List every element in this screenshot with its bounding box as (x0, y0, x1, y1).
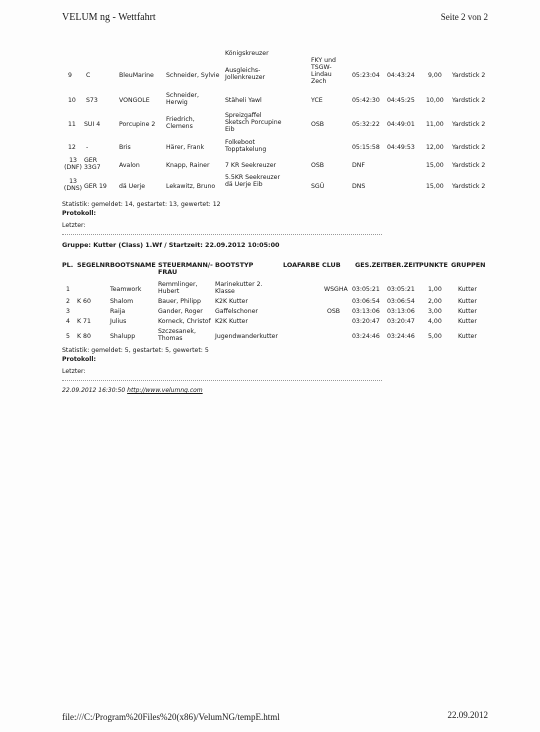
document-title: VELUM ng - Wettfahrt (62, 12, 156, 23)
cell-ber: 04:49:53 (387, 144, 415, 151)
cell-type: 5.5KR Seekreuzer dä Uerje Eib (225, 174, 281, 189)
cell-grp: Yardstick 2 (452, 183, 486, 190)
cell-ber: 04:45:25 (387, 97, 415, 104)
cell-pts: 12,00 (426, 144, 444, 151)
col-steuermann: STEUERMANN/-FRAU (158, 261, 213, 277)
cell-pl: 2 (66, 298, 70, 305)
cell-club: FKY und TSGW-Lindau Zech (311, 57, 336, 86)
cell-pl: 12 (68, 144, 76, 151)
timestamp-text: 22.09.2012 16:30:50 (62, 387, 126, 394)
print-timestamp (62, 388, 203, 395)
cell-ges: 05:23:04 (352, 72, 380, 79)
cell-grp: Kutter (458, 298, 477, 305)
cell-nr: S73 (86, 97, 98, 104)
cell-pl: 1 (66, 286, 70, 293)
cell-pl: 10 (68, 97, 76, 104)
cell-type: Marinekutter 2. Klasse (215, 281, 263, 296)
cell-grp: Yardstick 2 (452, 121, 486, 128)
col-pl: PL. (62, 261, 74, 269)
cell-ber: 03:13:06 (387, 308, 415, 315)
cell-name: dä Uerje (119, 183, 146, 190)
protokoll-label: Protokoll: (62, 210, 96, 217)
cell-type: Gaffelschoner (215, 308, 258, 315)
cell-helm: Lekawitz, Bruno (166, 183, 216, 190)
letzter-label: Letzter: (62, 222, 86, 229)
cell-pl: 9 (68, 72, 72, 79)
cell-type: Spreizgaffel Sketsch Porcupine Eib (225, 112, 282, 134)
cell-ges: 03:06:54 (352, 298, 380, 305)
cell-pl: 13 (DNS) (63, 178, 83, 193)
cell-club: OSB (311, 121, 325, 128)
cell-grp: Yardstick 2 (452, 144, 486, 151)
col-ber-zeit: BER.ZEIT (387, 261, 420, 269)
cell-type: Ausgleichs-Jollenkreuzer (225, 67, 266, 82)
cell-ges: 05:42:30 (352, 97, 380, 104)
cell-helm: Bauer, Philipp (158, 298, 201, 305)
cell-type: Stäheli Yawl (225, 97, 262, 104)
cell-type: Jugendwanderkutter (215, 333, 278, 340)
col-ges-zeit: GES.ZEIT (355, 261, 388, 269)
cell-name: Julius (110, 318, 127, 325)
letzter-label: Letzter: (62, 368, 86, 375)
cell-ber: 04:49:01 (387, 121, 415, 128)
cell-club: YCE (311, 97, 323, 104)
col-segelnr: SEGELNR (77, 261, 110, 269)
cell-type: K2K Kutter (215, 318, 248, 325)
cell-grp: Kutter (458, 308, 477, 315)
cell-pts: 9,00 (428, 72, 442, 79)
col-punkte: PUNKTE (419, 261, 448, 269)
cell-pts: 11,00 (426, 121, 444, 128)
cell-helm: Schneider, Sylvie (166, 72, 220, 79)
statistik-text: Statistik: gemeldet: 14, gestartet: 13, gewertet: 12 (62, 201, 221, 208)
cell-helm: Knapp, Rainer (166, 162, 210, 169)
cell-grp: Kutter (458, 286, 477, 293)
cell-nr: - (86, 144, 89, 151)
cell-helm: Remmlinger, Hubert (158, 281, 198, 296)
cell-pts: 3,00 (428, 308, 442, 315)
cell-name: BleuMarine (119, 72, 154, 79)
cell-club: OSB (327, 308, 341, 315)
cell-pts: 2,00 (428, 298, 442, 305)
cell-nr: GER 19 (84, 183, 107, 190)
cell-helm: Schneider, Herwig (166, 92, 199, 107)
protokoll-label: Protokoll: (62, 356, 96, 363)
cell-pts: 15,00 (426, 162, 444, 169)
cell-pts: 4,00 (428, 318, 442, 325)
cell-club: WSGHA (324, 286, 348, 293)
cell-ges: 03:05:21 (352, 286, 380, 293)
statistik-text: Statistik: gemeldet: 5, gestartet: 5, gewertet: 5 (62, 347, 209, 354)
cell-ges: 03:13:06 (352, 308, 380, 315)
col-bootsname: BOOTSNAME (110, 261, 156, 269)
cell-ber: 04:43:24 (387, 72, 415, 79)
page-number: Seite 2 von 2 (440, 12, 488, 22)
cell-pl: 5 (66, 333, 70, 340)
cell-helm: Härer, Frank (166, 144, 205, 151)
file-url: file:///C:/Program%20Files%20(x86)/VelumNG/tempE.html (62, 712, 280, 722)
cell-name: Teamwork (110, 286, 142, 293)
cell-helm: Szczesanek, Thomas (158, 328, 196, 343)
print-date: 22.09.2012 (447, 710, 488, 720)
cell-ges: 03:24:46 (352, 333, 380, 340)
cell-nr: K 71 (77, 318, 91, 325)
cell-pl: 13 (DNF) (64, 157, 82, 172)
col-gruppen: GRUPPEN (451, 261, 486, 269)
cell-helm: Friedrich, Clemens (166, 116, 195, 131)
velum-link[interactable]: http://www.velumng.com (127, 387, 203, 394)
cell-name: VONGOLE (119, 97, 150, 104)
cell-grp: Kutter (458, 333, 477, 340)
cell-nr: SUI 4 (84, 121, 101, 128)
cell-nr: GER 33G7 (84, 157, 101, 172)
col-bootstyp: BOOTSTYP (215, 261, 254, 269)
cell-name: Porcupine 2 (119, 121, 156, 128)
col-farbe: FARBE (297, 261, 320, 269)
cell-ber: 03:06:54 (387, 298, 415, 305)
cell-nr: K 60 (77, 298, 91, 305)
cell-grp: Yardstick 2 (452, 97, 486, 104)
cell-name: Bris (119, 144, 131, 151)
cell-pts: 5,00 (428, 333, 442, 340)
cell-club: SGÜ (311, 183, 325, 190)
cell-ges: DNS (352, 183, 366, 190)
cell-pl: 11 (68, 121, 76, 128)
cell-ber: 03:05:21 (387, 286, 415, 293)
cell-nr: K 80 (77, 333, 91, 340)
cell-name: Shalupp (110, 333, 136, 340)
separator (62, 234, 382, 235)
prev-boat-type: Königskreuzer (225, 50, 269, 57)
cell-pl: 3 (66, 308, 70, 315)
cell-type: Folkeboot Topptakelung (225, 139, 267, 154)
cell-pts: 1,00 (428, 286, 442, 293)
cell-nr: C (86, 72, 91, 79)
cell-helm: Korneck, Christof (158, 318, 211, 325)
cell-name: Raija (110, 308, 126, 315)
cell-grp: Yardstick 2 (452, 72, 486, 79)
cell-club: OSB (311, 162, 325, 169)
cell-pts: 10,00 (426, 97, 444, 104)
col-club: CLUB (322, 261, 341, 269)
cell-ber: 03:24:46 (387, 333, 415, 340)
cell-name: Avalon (119, 162, 140, 169)
col-loa: LOA (283, 261, 298, 269)
cell-ges: 05:32:22 (352, 121, 380, 128)
cell-grp: Kutter (458, 318, 477, 325)
cell-ges: 03:20:47 (352, 318, 380, 325)
cell-name: Shalom (110, 298, 134, 305)
cell-ges: DNF (352, 162, 365, 169)
cell-ber: 03:20:47 (387, 318, 415, 325)
cell-type: K2K Kutter (215, 298, 248, 305)
cell-ges: 05:15:58 (352, 144, 380, 151)
group-title: Gruppe: Kutter (Class) 1.Wf / Startzeit: 22.09.2012 10:05:00 (62, 241, 280, 249)
separator (62, 380, 382, 381)
cell-grp: Yardstick 2 (452, 162, 486, 169)
cell-helm: Gander, Roger (158, 308, 203, 315)
cell-type: 7 KR Seekreuzer (225, 162, 277, 169)
cell-pl: 4 (66, 318, 70, 325)
cell-pts: 15,00 (426, 183, 444, 190)
